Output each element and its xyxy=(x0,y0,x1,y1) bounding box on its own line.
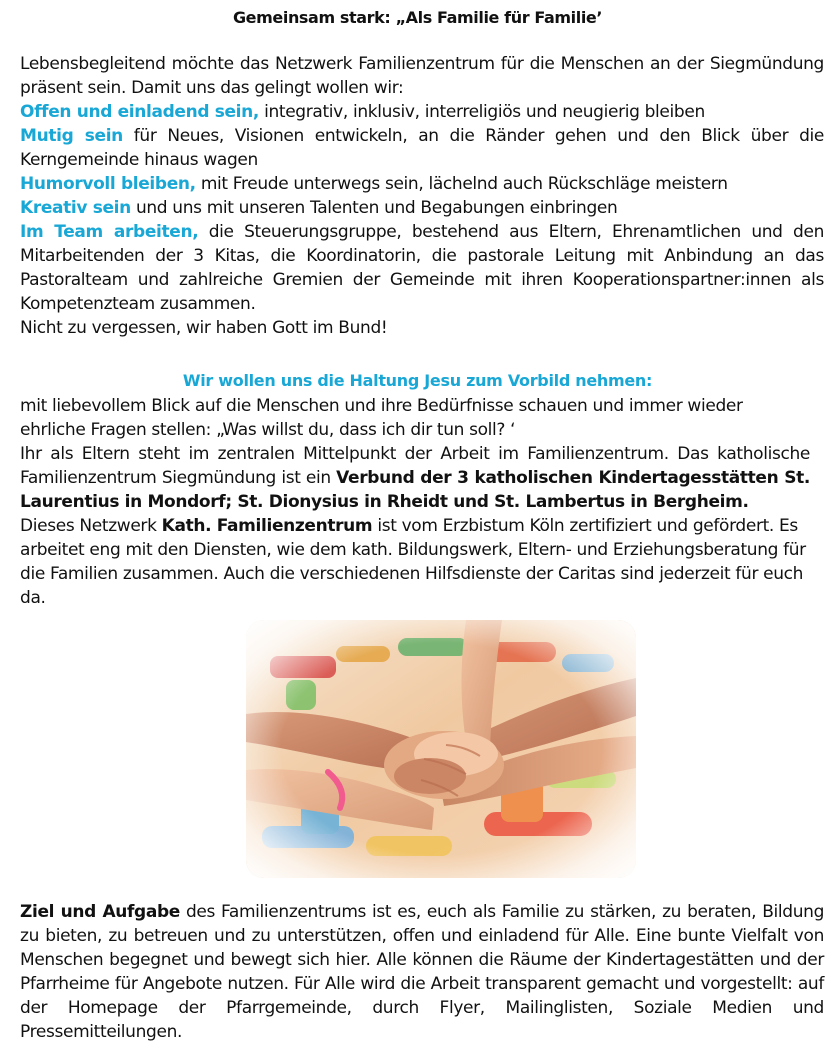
jesus-line-3-start: Dieses Netzwerk xyxy=(20,516,162,536)
intro-section xyxy=(20,52,824,340)
goal-text: des Familienzentrums ist es, euch als Familie zu stärken, zu beraten, Bildung zu bieten, zu betreuen und zu unterstützen, offen und einladend für Alle. Eine bunte Vielfalt von Menschen begegnet und bewegt sich hier. Alle können die Räume der Kindertagestätten und der Pfarrheime für Angebote nutzen. Für Alle wird die Arbeit transparent gemacht und vorgestellt: auf der Homepage der Pfarrgemeinde, durch Flyer, Mailinglisten, Soziale Medien und Pressemitteilungen. xyxy=(20,902,825,1042)
intro-lead: Lebensbegleitend möchte das Netzwerk Familienzentrum für die Menschen an der Siegmündung präsent sein. Damit uns das gelingt wollen wir: xyxy=(20,54,824,98)
intro-item-open-text: integrativ, inklusiv, interreligiös und neugierig bleiben xyxy=(259,102,705,122)
intro-item-creative-text: und uns mit unseren Talenten und Begabungen einbringen xyxy=(130,198,618,218)
jesus-line-1: mit liebevollem Blick auf die Menschen und ihre Bedürfnisse schauen und immer wieder ehrliche Fragen stellen: „Was willst du, dass ich dir tun soll? ‘ xyxy=(20,396,743,440)
jesus-heading: Wir wollen uns die Haltung Jesu zum Vorbild nehmen: xyxy=(182,371,653,390)
jesus-line-2 xyxy=(20,442,810,514)
intro-item-open xyxy=(20,100,824,124)
intro-item-brave-text: für Neues, Visionen entwickeln, an die Ränder gehen und den Blick über die Kerngemeinde hinaus wagen xyxy=(20,126,824,170)
jesus-line-3-end: ist vom Erzbistum Köln zertifiziert und gefördert. Es arbeitet eng mit den Diensten, wie dem kath. Bildungswerk, Eltern- und Erziehungsberatung für die Familien zusammen. Auch die verschiedenen Hilfsdienste der Caritas sind jederzeit für euch da. xyxy=(20,516,806,608)
goal-paragraph xyxy=(20,900,824,1044)
intro-item-team-text: die Steuerungsgruppe, bestehend aus Eltern, Ehrenamtlichen und den Mitarbeitenden der 3 Kitas, die Koordinatorin, die pastorale Leitung mit Anbindung an das Pastoralteam und zahlreiche Gremien der Gemeinde mit ihren Kooperationspartner:innen als Kompetenzteam zusammen. xyxy=(20,222,824,314)
intro-item-brave xyxy=(20,124,824,172)
intro-item-humor-highlight: Humorvoll bleiben, xyxy=(20,174,196,194)
intro-item-brave-highlight: Mutig sein xyxy=(20,126,123,146)
goal-lead: Ziel und Aufgabe xyxy=(20,902,180,922)
intro-item-humor xyxy=(20,172,824,196)
intro-item-humor-text: mit Freude unterwegs sein, lächelnd auch Rückschläge meistern xyxy=(195,174,728,194)
stacked-hands-photo xyxy=(246,620,636,878)
intro-item-team xyxy=(20,220,824,316)
kita-network-text: Verbund der 3 katholischen Kindertagesstätten St. Laurentius in Mondorf; St. Dionysius in Rheidt und St. Lambertus in Bergheim. xyxy=(20,468,811,512)
intro-item-creative-highlight: Kreativ sein xyxy=(20,198,131,218)
intro-item-creative xyxy=(20,196,824,220)
jesus-line-2-start: Ihr als Eltern steht im zentralen Mittelpunkt der Arbeit im Familienzentrum. Das katholische Familienzentrum Siegmündung ist ein xyxy=(20,444,810,488)
family-center-bold: Kath. Familienzentrum xyxy=(161,516,373,536)
document-title: Gemeinsam stark: „Als Familie für Familie’ xyxy=(232,8,603,27)
intro-item-open-highlight: Offen und einladend sein, xyxy=(20,102,260,122)
jesus-line-3 xyxy=(20,514,810,610)
goal-section xyxy=(20,900,824,1044)
intro-closing: Nicht zu vergessen, wir haben Gott im Bund! xyxy=(20,318,388,338)
intro-item-team-highlight: Im Team arbeiten, xyxy=(20,222,199,242)
jesus-section xyxy=(20,394,810,610)
